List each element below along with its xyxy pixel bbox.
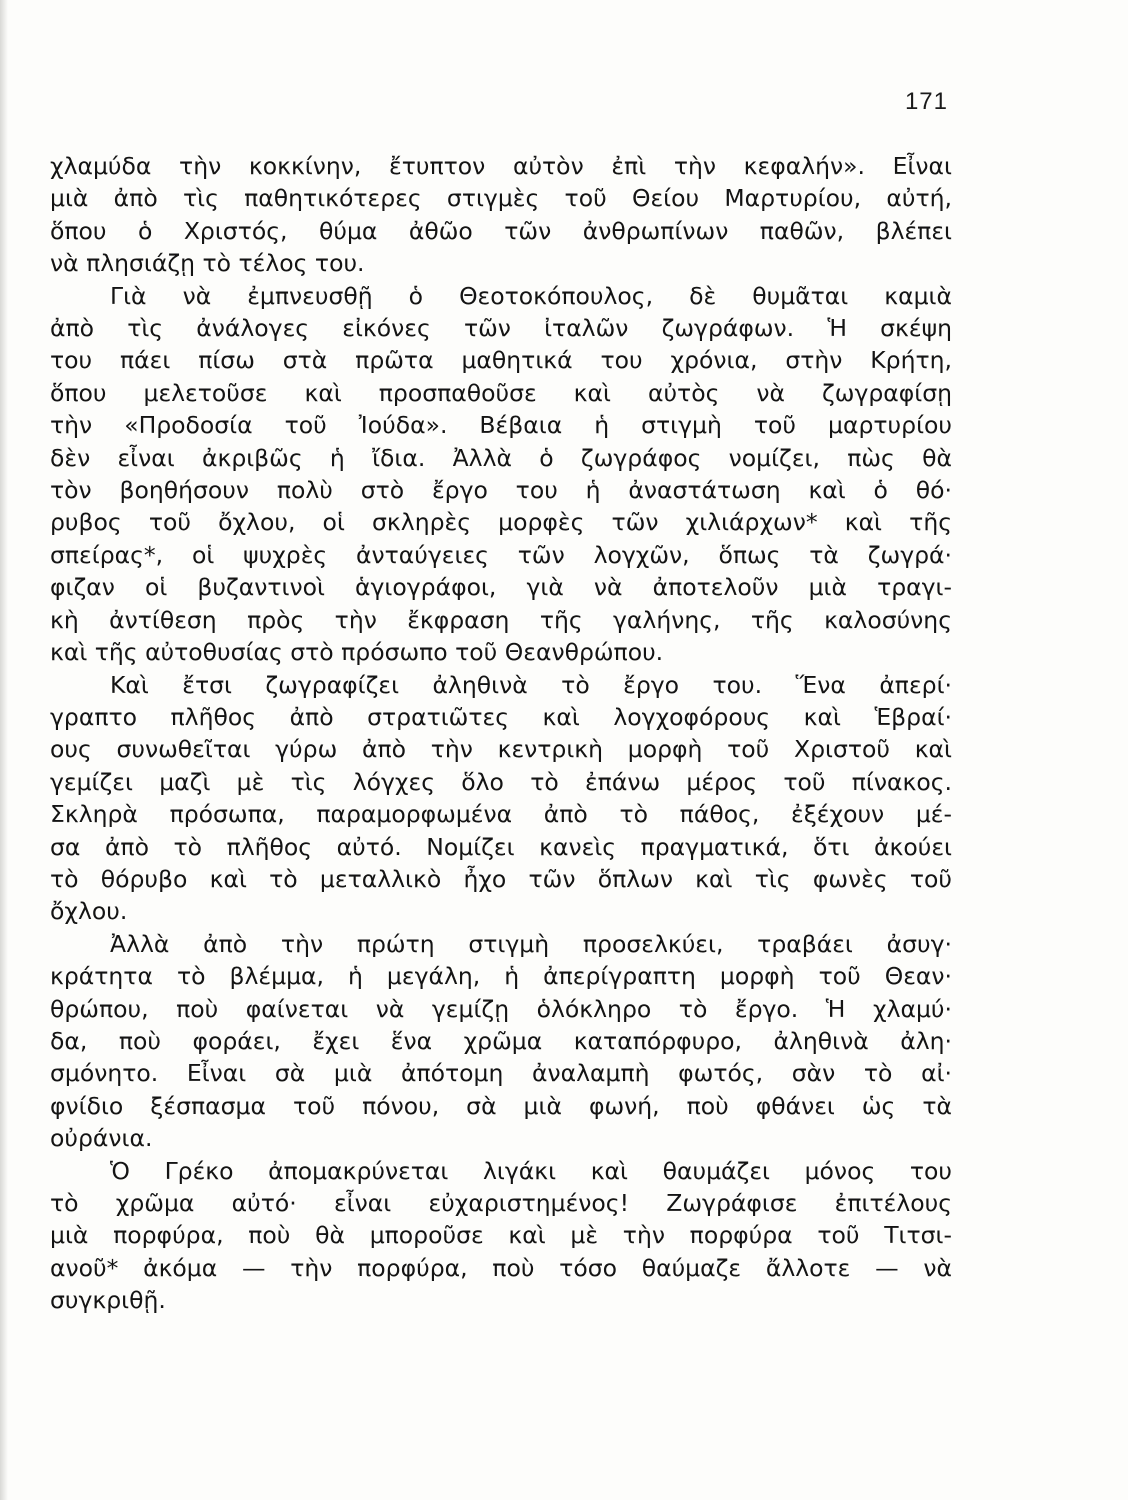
page-number: 171 [904, 88, 948, 115]
paragraph-2 [50, 280, 952, 669]
text-line: φιζαν οἱ βυζαντινοὶ ἁγιογράφοι, γιὰ νὰ ἀποτελοῦν μιὰ τραγι- [50, 573, 952, 602]
text-line: σπείρας*, οἱ ψυχρὲς ἀνταύγειες τῶν λογχῶν, ὅπως τὰ ζωγρά· [50, 540, 952, 569]
text-line: Ὁ Γρέκο ἀπομακρύνεται λιγάκι καὶ θαυμάζει μόνος του [110, 1156, 952, 1185]
text-line: ὄχλου. [50, 897, 128, 926]
text-line: Σκληρὰ πρόσωπα, παραμορφωμένα ἀπὸ τὸ πάθος, ἐξέχουν μέ- [50, 800, 952, 829]
text-line: ρυβος τοῦ ὄχλου, οἱ σκληρὲς μορφὲς τῶν χιλιάρχων* καὶ τῆς [50, 508, 952, 537]
text-line: φνίδιο ξέσπασμα τοῦ πόνου, σὰ μιὰ φωνή, ποὺ φθάνει ὡς τὰ [50, 1091, 952, 1120]
text-line: θρώπου, ποὺ φαίνεται νὰ γεμίζῃ ὁλόκληρο τὸ ἔργο. Ἡ χλαμύ· [50, 994, 952, 1023]
text-line: συγκριθῇ. [50, 1286, 166, 1315]
text-line: γεμίζει μαζὶ μὲ τὶς λόγχες ὅλο τὸ ἐπάνω μέρος τοῦ πίνακος. [50, 767, 952, 796]
text-line: μιὰ πορφύρα, ποὺ θὰ μποροῦσε καὶ μὲ τὴν πορφύρα τοῦ Τιτσι- [50, 1221, 952, 1250]
paragraph-4 [50, 928, 952, 1155]
page-shadow-edge [0, 0, 8, 1500]
text-line: ανοῦ* ἀκόμα — τὴν πορφύρα, ποὺ τόσο θαύμαζε ἄλλοτε — νὰ [50, 1253, 952, 1282]
text-line: νὰ πλησιάζῃ τὸ τέλος του. [50, 249, 365, 278]
text-line: κὴ ἀντίθεση πρὸς τὴν ἔκφραση τῆς γαλήνης, τῆς καλοσύνης [50, 605, 952, 634]
text-line: ἀπὸ τὶς ἀνάλογες εἰκόνες τῶν ἰταλῶν ζωγράφων. Ἡ σκέψη [50, 314, 952, 343]
body-text [50, 150, 952, 1317]
text-line: τὸν βοηθήσουν πολὺ στὸ ἔργο του ἡ ἀναστάτωση καὶ ὁ θό· [50, 476, 952, 505]
text-line: τὸ θόρυβο καὶ τὸ μεταλλικὸ ἦχο τῶν ὅπλων καὶ τὶς φωνὲς τοῦ [50, 864, 952, 893]
text-line: Ἀλλὰ ἀπὸ τὴν πρώτη στιγμὴ προσελκύει, τραβάει ἀσυγ· [110, 929, 952, 958]
text-line: τὴν «Προδοσία τοῦ Ἰούδα». Βέβαια ἡ στιγμὴ τοῦ μαρτυρίου [50, 411, 952, 440]
text-line: τὸ χρῶμα αὐτό· εἶναι εὐχαριστημένος! Ζωγράφισε ἐπιτέλους [50, 1189, 952, 1217]
text-line: ους συνωθεῖται γύρω ἀπὸ τὴν κεντρικὴ μορφὴ τοῦ Χριστοῦ καὶ [50, 735, 952, 764]
text-line: Καὶ ἔτσι ζωγραφίζει ἀληθινὰ τὸ ἔργο του. Ἕνα ἀπερί· [110, 670, 952, 699]
paragraph-3 [50, 669, 952, 928]
text-line: του πάει πίσω στὰ πρῶτα μαθητικά του χρόνια, στὴν Κρήτη, [50, 346, 952, 375]
text-line: δα, ποὺ φοράει, ἔχει ἕνα χρῶμα καταπόρφυρο, ἀληθινὰ ἀλη· [50, 1026, 952, 1055]
text-line: Γιὰ νὰ ἐμπνευσθῇ ὁ Θεοτοκόπουλος, δὲ θυμᾶται καμιὰ [110, 281, 952, 310]
text-line: γραπτο πλῆθος ἀπὸ στρατιῶτες καὶ λογχοφόρους καὶ Ἑβραί· [50, 702, 952, 731]
text-line: σα ἀπὸ τὸ πλῆθος αὐτό. Νομίζει κανεὶς πραγματικά, ὅτι ἀκούει [50, 832, 952, 861]
paragraph-1 [50, 150, 952, 280]
text-line: χλαμύδα τὴν κοκκίνην, ἔτυπτον αὐτὸν ἐπὶ τὴν κεφαλήν». Εἶναι [50, 152, 952, 180]
text-line: κράτητα τὸ βλέμμα, ἡ μεγάλη, ἡ ἀπερίγραπτη μορφὴ τοῦ Θεαν· [50, 962, 952, 991]
text-line: μιὰ ἀπὸ τὶς παθητικότερες στιγμὲς τοῦ Θείου Μαρτυρίου, αὐτή, [50, 184, 952, 213]
paragraph-5 [50, 1155, 952, 1317]
text-line: ὅπου μελετοῦσε καὶ προσπαθοῦσε καὶ αὐτὸς νὰ ζωγραφίσῃ [50, 378, 952, 407]
text-line: καὶ τῆς αὐτοθυσίας στὸ πρόσωπο τοῦ Θεανθρώπου. [50, 638, 664, 667]
text-line: οὐράνια. [50, 1124, 153, 1153]
text-line: σμόνητο. Εἶναι σὰ μιὰ ἀπότομη ἀναλαμπὴ φωτός, σὰν τὸ αἰ· [50, 1059, 952, 1088]
text-line: ὅπου ὁ Χριστός, θύμα ἀθῶο τῶν ἀνθρωπίνων παθῶν, βλέπει [50, 216, 952, 245]
text-line: δὲν εἶναι ἀκριβῶς ἡ ἴδια. Ἀλλὰ ὁ ζωγράφος νομίζει, πὼς θὰ [50, 443, 952, 472]
